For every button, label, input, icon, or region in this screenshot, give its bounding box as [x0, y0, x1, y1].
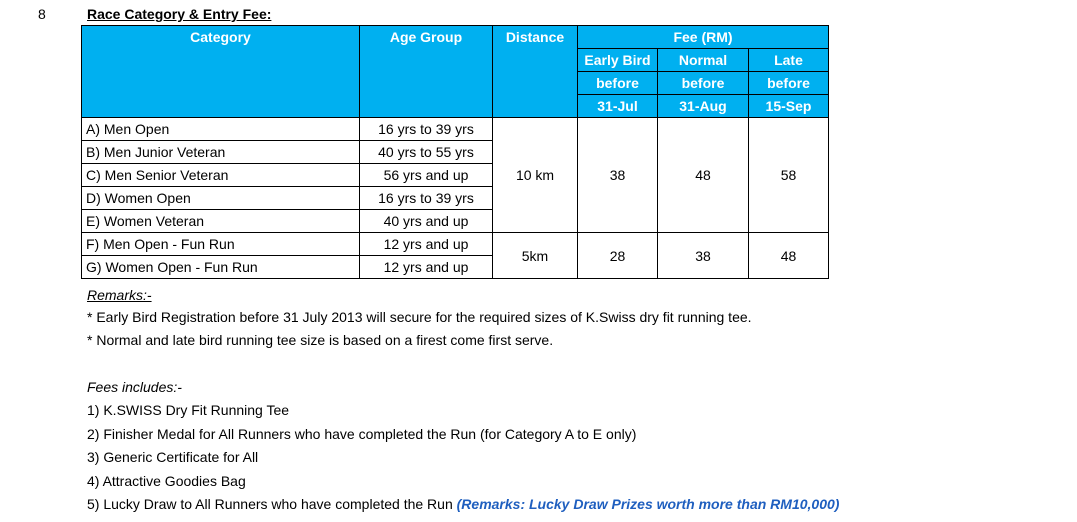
distance-cell: 10 km [493, 118, 578, 233]
age-cell: 56 yrs and up [360, 164, 493, 187]
remarks-title: Remarks:- [87, 287, 152, 303]
header-late-2: before [749, 72, 829, 95]
header-early-bird-1: Early Bird [578, 49, 658, 72]
age-cell: 12 yrs and up [360, 233, 493, 256]
remark-line-1: * Early Bird Registration before 31 July 2013 will secure for the required sizes of K.Swiss dry fit running tee. [87, 309, 752, 325]
lucky-draw-remark: (Remarks: Lucky Draw Prizes worth more than RM10,000) [456, 496, 840, 512]
category-cell: F) Men Open - Fun Run [82, 233, 360, 256]
category-cell: A) Men Open [82, 118, 360, 141]
category-cell: D) Women Open [82, 187, 360, 210]
header-normal-1: Normal [658, 49, 749, 72]
header-early-bird-3: 31-Jul [578, 95, 658, 118]
age-cell: 40 yrs and up [360, 210, 493, 233]
age-cell: 16 yrs to 39 yrs [360, 187, 493, 210]
late-fee-cell: 48 [749, 233, 829, 279]
header-early-bird-2: before [578, 72, 658, 95]
age-cell: 12 yrs and up [360, 256, 493, 279]
header-age-group: Age Group [360, 26, 493, 118]
fees-item-5-text: 5) Lucky Draw to All Runners who have completed the Run [87, 496, 457, 512]
header-normal-3: 31-Aug [658, 95, 749, 118]
fees-item-2: 2) Finisher Medal for All Runners who have completed the Run (for Category A to E only) [87, 426, 637, 442]
fees-item-4: 4) Attractive Goodies Bag [87, 473, 246, 489]
table-row [82, 233, 829, 256]
category-cell: B) Men Junior Veteran [82, 141, 360, 164]
section-title: Race Category & Entry Fee: [87, 6, 272, 22]
race-fee-table [81, 25, 829, 279]
early-fee-cell: 28 [578, 233, 658, 279]
header-distance: Distance [493, 26, 578, 118]
header-fee: Fee (RM) [578, 26, 829, 49]
fees-item-3: 3) Generic Certificate for All [87, 449, 259, 465]
category-cell: E) Women Veteran [82, 210, 360, 233]
normal-fee-cell: 48 [658, 118, 749, 233]
age-cell: 16 yrs to 39 yrs [360, 118, 493, 141]
age-cell: 40 yrs to 55 yrs [360, 141, 493, 164]
header-late-3: 15-Sep [749, 95, 829, 118]
item-number: 8 [38, 6, 46, 22]
header-category: Category [82, 26, 360, 118]
header-late-1: Late [749, 49, 829, 72]
category-cell: C) Men Senior Veteran [82, 164, 360, 187]
fees-includes-title: Fees includes:- [87, 379, 182, 395]
early-fee-cell: 38 [578, 118, 658, 233]
late-fee-cell: 58 [749, 118, 829, 233]
distance-cell: 5km [493, 233, 578, 279]
category-cell: G) Women Open - Fun Run [82, 256, 360, 279]
table-row [82, 118, 829, 141]
fees-item-1: 1) K.SWISS Dry Fit Running Tee [87, 402, 290, 418]
fees-item-5 [87, 496, 839, 512]
remark-line-2: * Normal and late bird running tee size is based on a firest come first serve. [87, 332, 554, 348]
normal-fee-cell: 38 [658, 233, 749, 279]
header-normal-2: before [658, 72, 749, 95]
